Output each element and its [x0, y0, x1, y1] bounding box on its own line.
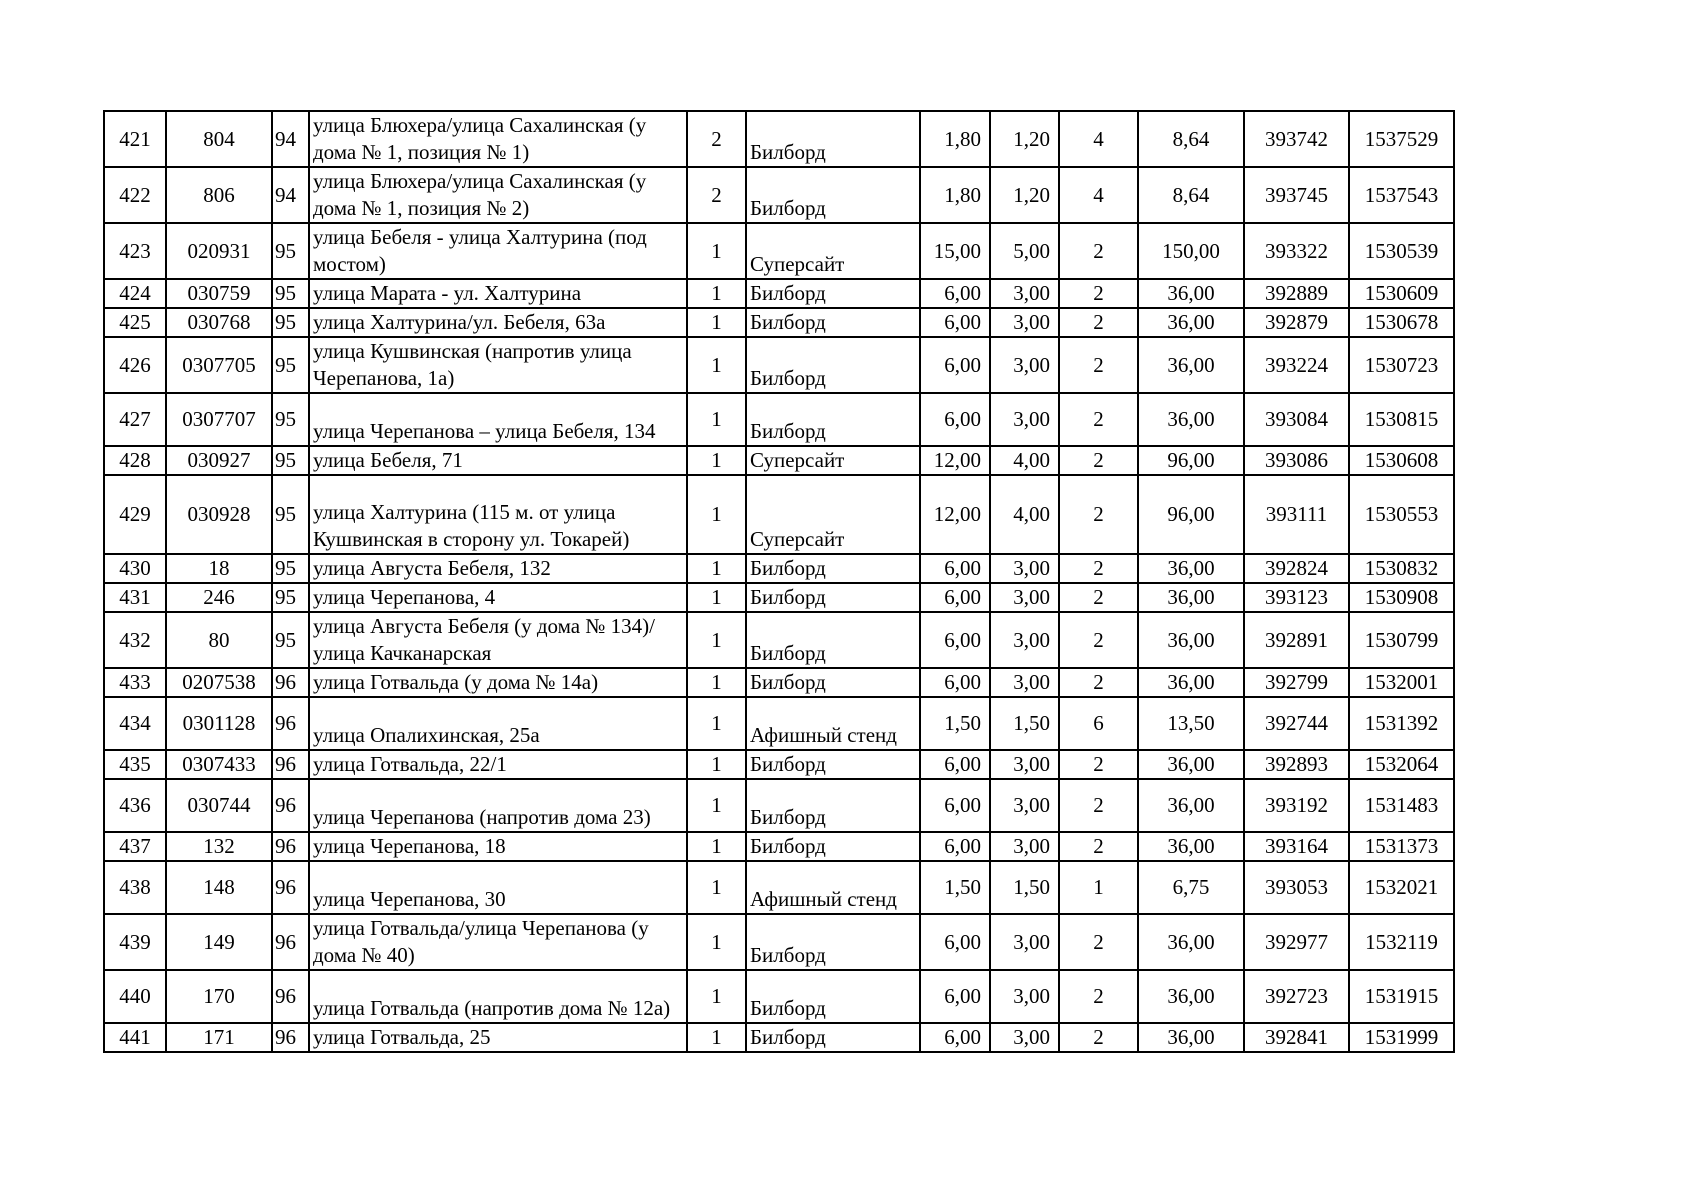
- surface-count: 4: [1059, 111, 1138, 167]
- area-value: 36,00: [1138, 279, 1244, 308]
- coord-y: 1530553: [1349, 475, 1454, 554]
- district-number: 94: [272, 167, 309, 223]
- table-row: [104, 583, 1454, 612]
- width-value: 6,00: [920, 750, 990, 779]
- construction-type: Билборд: [746, 308, 920, 337]
- area-value: 36,00: [1138, 337, 1244, 393]
- object-code: 132: [166, 832, 272, 861]
- object-code: 149: [166, 914, 272, 970]
- surface-count: 2: [1059, 337, 1138, 393]
- row-number: 434: [104, 697, 166, 750]
- row-number: 422: [104, 167, 166, 223]
- address-cell: улица Кушвинская (напротив улица Черепанова, 1а): [309, 337, 687, 393]
- surface-count: 1: [1059, 861, 1138, 914]
- table-row: [104, 393, 1454, 446]
- coord-x: 393745: [1244, 167, 1349, 223]
- object-code: 806: [166, 167, 272, 223]
- coord-x: 392723: [1244, 970, 1349, 1023]
- construction-type: Билборд: [746, 668, 920, 697]
- surface-count: 2: [1059, 308, 1138, 337]
- height-value: 4,00: [990, 475, 1059, 554]
- object-code: 0301128: [166, 697, 272, 750]
- sides-count: 1: [687, 308, 746, 337]
- table-row: [104, 554, 1454, 583]
- width-value: 1,50: [920, 861, 990, 914]
- district-number: 96: [272, 697, 309, 750]
- height-value: 1,20: [990, 111, 1059, 167]
- height-value: 3,00: [990, 832, 1059, 861]
- width-value: 6,00: [920, 970, 990, 1023]
- row-number: 431: [104, 583, 166, 612]
- coord-x: 393123: [1244, 583, 1349, 612]
- object-code: 0307705: [166, 337, 272, 393]
- address-cell: улица Опалихинская, 25а: [309, 697, 687, 750]
- coord-y: 1530799: [1349, 612, 1454, 668]
- coord-y: 1531999: [1349, 1023, 1454, 1052]
- sides-count: 2: [687, 111, 746, 167]
- table-row: [104, 111, 1454, 167]
- height-value: 3,00: [990, 583, 1059, 612]
- coord-x: 392889: [1244, 279, 1349, 308]
- table-row: [104, 337, 1454, 393]
- coord-y: 1530815: [1349, 393, 1454, 446]
- row-number: 429: [104, 475, 166, 554]
- object-code: 030927: [166, 446, 272, 475]
- width-value: 1,50: [920, 697, 990, 750]
- height-value: 3,00: [990, 970, 1059, 1023]
- width-value: 6,00: [920, 612, 990, 668]
- sides-count: 1: [687, 779, 746, 832]
- sides-count: 1: [687, 446, 746, 475]
- coord-x: 392977: [1244, 914, 1349, 970]
- sides-count: 1: [687, 861, 746, 914]
- width-value: 6,00: [920, 393, 990, 446]
- coord-y: 1537529: [1349, 111, 1454, 167]
- sides-count: 2: [687, 167, 746, 223]
- sides-count: 1: [687, 475, 746, 554]
- width-value: 6,00: [920, 668, 990, 697]
- height-value: 5,00: [990, 223, 1059, 279]
- table-row: [104, 832, 1454, 861]
- construction-type: Билборд: [746, 832, 920, 861]
- coord-y: 1530832: [1349, 554, 1454, 583]
- sides-count: 1: [687, 1023, 746, 1052]
- construction-type: Билборд: [746, 750, 920, 779]
- row-number: 441: [104, 1023, 166, 1052]
- district-number: 95: [272, 583, 309, 612]
- row-number: 437: [104, 832, 166, 861]
- area-value: 6,75: [1138, 861, 1244, 914]
- construction-type: Суперсайт: [746, 446, 920, 475]
- row-number: 428: [104, 446, 166, 475]
- row-number: 440: [104, 970, 166, 1023]
- height-value: 3,00: [990, 337, 1059, 393]
- table-row: [104, 861, 1454, 914]
- construction-type: Билборд: [746, 779, 920, 832]
- district-number: 96: [272, 914, 309, 970]
- address-cell: улица Марата - ул. Халтурина: [309, 279, 687, 308]
- sides-count: 1: [687, 750, 746, 779]
- area-value: 36,00: [1138, 308, 1244, 337]
- district-number: 94: [272, 111, 309, 167]
- area-value: 96,00: [1138, 475, 1244, 554]
- height-value: 3,00: [990, 779, 1059, 832]
- coord-y: 1531915: [1349, 970, 1454, 1023]
- district-number: 96: [272, 750, 309, 779]
- width-value: 1,80: [920, 111, 990, 167]
- surface-count: 2: [1059, 393, 1138, 446]
- district-number: 95: [272, 308, 309, 337]
- address-cell: улица Готвальда (у дома № 14а): [309, 668, 687, 697]
- row-number: 439: [104, 914, 166, 970]
- area-value: 36,00: [1138, 554, 1244, 583]
- construction-type: Билборд: [746, 337, 920, 393]
- area-value: 36,00: [1138, 970, 1244, 1023]
- height-value: 3,00: [990, 279, 1059, 308]
- coord-y: 1537543: [1349, 167, 1454, 223]
- construction-type: Билборд: [746, 167, 920, 223]
- address-cell: улица Черепанова (напротив дома 23): [309, 779, 687, 832]
- row-number: 425: [104, 308, 166, 337]
- object-code: 0307707: [166, 393, 272, 446]
- coord-y: 1532119: [1349, 914, 1454, 970]
- area-value: 13,50: [1138, 697, 1244, 750]
- area-value: 150,00: [1138, 223, 1244, 279]
- table-body: [104, 111, 1454, 1052]
- object-code: 171: [166, 1023, 272, 1052]
- sides-count: 1: [687, 279, 746, 308]
- area-value: 96,00: [1138, 446, 1244, 475]
- district-number: 96: [272, 970, 309, 1023]
- width-value: 1,80: [920, 167, 990, 223]
- height-value: 1,50: [990, 861, 1059, 914]
- area-value: 8,64: [1138, 167, 1244, 223]
- address-cell: улица Готвальда/улица Черепанова (у дома № 40): [309, 914, 687, 970]
- coord-y: 1530723: [1349, 337, 1454, 393]
- area-value: 36,00: [1138, 583, 1244, 612]
- sides-count: 1: [687, 697, 746, 750]
- object-code: 030759: [166, 279, 272, 308]
- construction-type: Билборд: [746, 970, 920, 1023]
- object-code: 030768: [166, 308, 272, 337]
- coord-y: 1531373: [1349, 832, 1454, 861]
- address-cell: улица Халтурина (115 м. от улица Кушвинская в сторону ул. Токарей): [309, 475, 687, 554]
- construction-type: Билборд: [746, 914, 920, 970]
- surface-count: 2: [1059, 668, 1138, 697]
- address-cell: улица Блюхера/улица Сахалинская (у дома № 1, позиция № 2): [309, 167, 687, 223]
- width-value: 6,00: [920, 779, 990, 832]
- row-number: 433: [104, 668, 166, 697]
- surface-count: 2: [1059, 223, 1138, 279]
- objects-table: [103, 110, 1455, 1053]
- object-code: 246: [166, 583, 272, 612]
- table-row: [104, 446, 1454, 475]
- width-value: 6,00: [920, 308, 990, 337]
- sides-count: 1: [687, 337, 746, 393]
- width-value: 12,00: [920, 475, 990, 554]
- surface-count: 2: [1059, 554, 1138, 583]
- object-code: 030744: [166, 779, 272, 832]
- construction-type: Билборд: [746, 612, 920, 668]
- row-number: 426: [104, 337, 166, 393]
- district-number: 96: [272, 861, 309, 914]
- construction-type: Билборд: [746, 393, 920, 446]
- object-code: 80: [166, 612, 272, 668]
- surface-count: 2: [1059, 750, 1138, 779]
- address-cell: улица Халтурина/ул. Бебеля, 63а: [309, 308, 687, 337]
- coord-x: 393084: [1244, 393, 1349, 446]
- construction-type: Афишный стенд: [746, 861, 920, 914]
- width-value: 6,00: [920, 554, 990, 583]
- surface-count: 2: [1059, 832, 1138, 861]
- coord-x: 393053: [1244, 861, 1349, 914]
- row-number: 430: [104, 554, 166, 583]
- district-number: 95: [272, 393, 309, 446]
- table-row: [104, 970, 1454, 1023]
- address-cell: улица Августа Бебеля, 132: [309, 554, 687, 583]
- surface-count: 2: [1059, 583, 1138, 612]
- table-row: [104, 914, 1454, 970]
- width-value: 6,00: [920, 279, 990, 308]
- construction-type: Суперсайт: [746, 475, 920, 554]
- coord-x: 392893: [1244, 750, 1349, 779]
- height-value: 3,00: [990, 612, 1059, 668]
- sides-count: 1: [687, 668, 746, 697]
- height-value: 3,00: [990, 554, 1059, 583]
- district-number: 95: [272, 475, 309, 554]
- coord-x: 393224: [1244, 337, 1349, 393]
- address-cell: улица Готвальда (напротив дома № 12а): [309, 970, 687, 1023]
- coord-y: 1531483: [1349, 779, 1454, 832]
- coord-x: 393164: [1244, 832, 1349, 861]
- district-number: 95: [272, 223, 309, 279]
- coord-x: 392799: [1244, 668, 1349, 697]
- surface-count: 2: [1059, 612, 1138, 668]
- district-number: 96: [272, 779, 309, 832]
- row-number: 432: [104, 612, 166, 668]
- coord-y: 1532001: [1349, 668, 1454, 697]
- table-row: [104, 279, 1454, 308]
- coord-x: 392824: [1244, 554, 1349, 583]
- district-number: 95: [272, 337, 309, 393]
- width-value: 6,00: [920, 832, 990, 861]
- coord-x: 393322: [1244, 223, 1349, 279]
- table-row: [104, 308, 1454, 337]
- surface-count: 4: [1059, 167, 1138, 223]
- district-number: 95: [272, 554, 309, 583]
- height-value: 3,00: [990, 393, 1059, 446]
- height-value: 3,00: [990, 1023, 1059, 1052]
- row-number: 436: [104, 779, 166, 832]
- sides-count: 1: [687, 970, 746, 1023]
- width-value: 6,00: [920, 583, 990, 612]
- coord-x: 393192: [1244, 779, 1349, 832]
- address-cell: улица Блюхера/улица Сахалинская (у дома № 1, позиция № 1): [309, 111, 687, 167]
- construction-type: Билборд: [746, 583, 920, 612]
- table-row: [104, 668, 1454, 697]
- width-value: 15,00: [920, 223, 990, 279]
- object-code: 148: [166, 861, 272, 914]
- coord-x: 393086: [1244, 446, 1349, 475]
- coord-y: 1530608: [1349, 446, 1454, 475]
- object-code: 0207538: [166, 668, 272, 697]
- construction-type: Афишный стенд: [746, 697, 920, 750]
- surface-count: 2: [1059, 446, 1138, 475]
- surface-count: 2: [1059, 779, 1138, 832]
- area-value: 36,00: [1138, 612, 1244, 668]
- coord-y: 1530539: [1349, 223, 1454, 279]
- sides-count: 1: [687, 554, 746, 583]
- address-cell: улица Готвальда, 25: [309, 1023, 687, 1052]
- surface-count: 2: [1059, 475, 1138, 554]
- height-value: 4,00: [990, 446, 1059, 475]
- address-cell: улица Черепанова, 30: [309, 861, 687, 914]
- construction-type: Билборд: [746, 1023, 920, 1052]
- coord-x: 393111: [1244, 475, 1349, 554]
- address-cell: улица Черепанова, 18: [309, 832, 687, 861]
- row-number: 421: [104, 111, 166, 167]
- height-value: 1,20: [990, 167, 1059, 223]
- sides-count: 1: [687, 393, 746, 446]
- coord-y: 1532021: [1349, 861, 1454, 914]
- coord-y: 1532064: [1349, 750, 1454, 779]
- surface-count: 2: [1059, 914, 1138, 970]
- table-row: [104, 750, 1454, 779]
- height-value: 3,00: [990, 914, 1059, 970]
- district-number: 95: [272, 612, 309, 668]
- sides-count: 1: [687, 832, 746, 861]
- width-value: 12,00: [920, 446, 990, 475]
- area-value: 36,00: [1138, 393, 1244, 446]
- district-number: 96: [272, 1023, 309, 1052]
- address-cell: улица Бебеля - улица Халтурина (под мостом): [309, 223, 687, 279]
- row-number: 423: [104, 223, 166, 279]
- table-row: [104, 167, 1454, 223]
- address-cell: улица Бебеля, 71: [309, 446, 687, 475]
- address-cell: улица Готвальда, 22/1: [309, 750, 687, 779]
- area-value: 36,00: [1138, 914, 1244, 970]
- area-value: 36,00: [1138, 1023, 1244, 1052]
- table-row: [104, 1023, 1454, 1052]
- object-code: 18: [166, 554, 272, 583]
- table-row: [104, 779, 1454, 832]
- table-row: [104, 612, 1454, 668]
- construction-type: Суперсайт: [746, 223, 920, 279]
- surface-count: 6: [1059, 697, 1138, 750]
- sides-count: 1: [687, 223, 746, 279]
- construction-type: Билборд: [746, 111, 920, 167]
- table-row: [104, 223, 1454, 279]
- coord-x: 393742: [1244, 111, 1349, 167]
- object-code: 020931: [166, 223, 272, 279]
- coord-y: 1531392: [1349, 697, 1454, 750]
- area-value: 36,00: [1138, 832, 1244, 861]
- area-value: 36,00: [1138, 779, 1244, 832]
- area-value: 8,64: [1138, 111, 1244, 167]
- district-number: 95: [272, 279, 309, 308]
- height-value: 1,50: [990, 697, 1059, 750]
- width-value: 6,00: [920, 914, 990, 970]
- row-number: 424: [104, 279, 166, 308]
- object-code: 0307433: [166, 750, 272, 779]
- area-value: 36,00: [1138, 750, 1244, 779]
- row-number: 435: [104, 750, 166, 779]
- surface-count: 2: [1059, 1023, 1138, 1052]
- surface-count: 2: [1059, 279, 1138, 308]
- row-number: 427: [104, 393, 166, 446]
- coord-x: 392744: [1244, 697, 1349, 750]
- sides-count: 1: [687, 583, 746, 612]
- coord-x: 392841: [1244, 1023, 1349, 1052]
- district-number: 96: [272, 832, 309, 861]
- coord-y: 1530908: [1349, 583, 1454, 612]
- sides-count: 1: [687, 612, 746, 668]
- table-row: [104, 475, 1454, 554]
- coord-y: 1530678: [1349, 308, 1454, 337]
- area-value: 36,00: [1138, 668, 1244, 697]
- height-value: 3,00: [990, 750, 1059, 779]
- surface-count: 2: [1059, 970, 1138, 1023]
- address-cell: улица Черепанова, 4: [309, 583, 687, 612]
- object-code: 030928: [166, 475, 272, 554]
- coord-y: 1530609: [1349, 279, 1454, 308]
- width-value: 6,00: [920, 1023, 990, 1052]
- construction-type: Билборд: [746, 279, 920, 308]
- table-row: [104, 697, 1454, 750]
- district-number: 95: [272, 446, 309, 475]
- object-code: 804: [166, 111, 272, 167]
- object-code: 170: [166, 970, 272, 1023]
- address-cell: улица Черепанова – улица Бебеля, 134: [309, 393, 687, 446]
- coord-x: 392891: [1244, 612, 1349, 668]
- height-value: 3,00: [990, 308, 1059, 337]
- address-cell: улица Августа Бебеля (у дома № 134)/ улица Качканарская: [309, 612, 687, 668]
- construction-type: Билборд: [746, 554, 920, 583]
- coord-x: 392879: [1244, 308, 1349, 337]
- district-number: 96: [272, 668, 309, 697]
- height-value: 3,00: [990, 668, 1059, 697]
- row-number: 438: [104, 861, 166, 914]
- width-value: 6,00: [920, 337, 990, 393]
- sides-count: 1: [687, 914, 746, 970]
